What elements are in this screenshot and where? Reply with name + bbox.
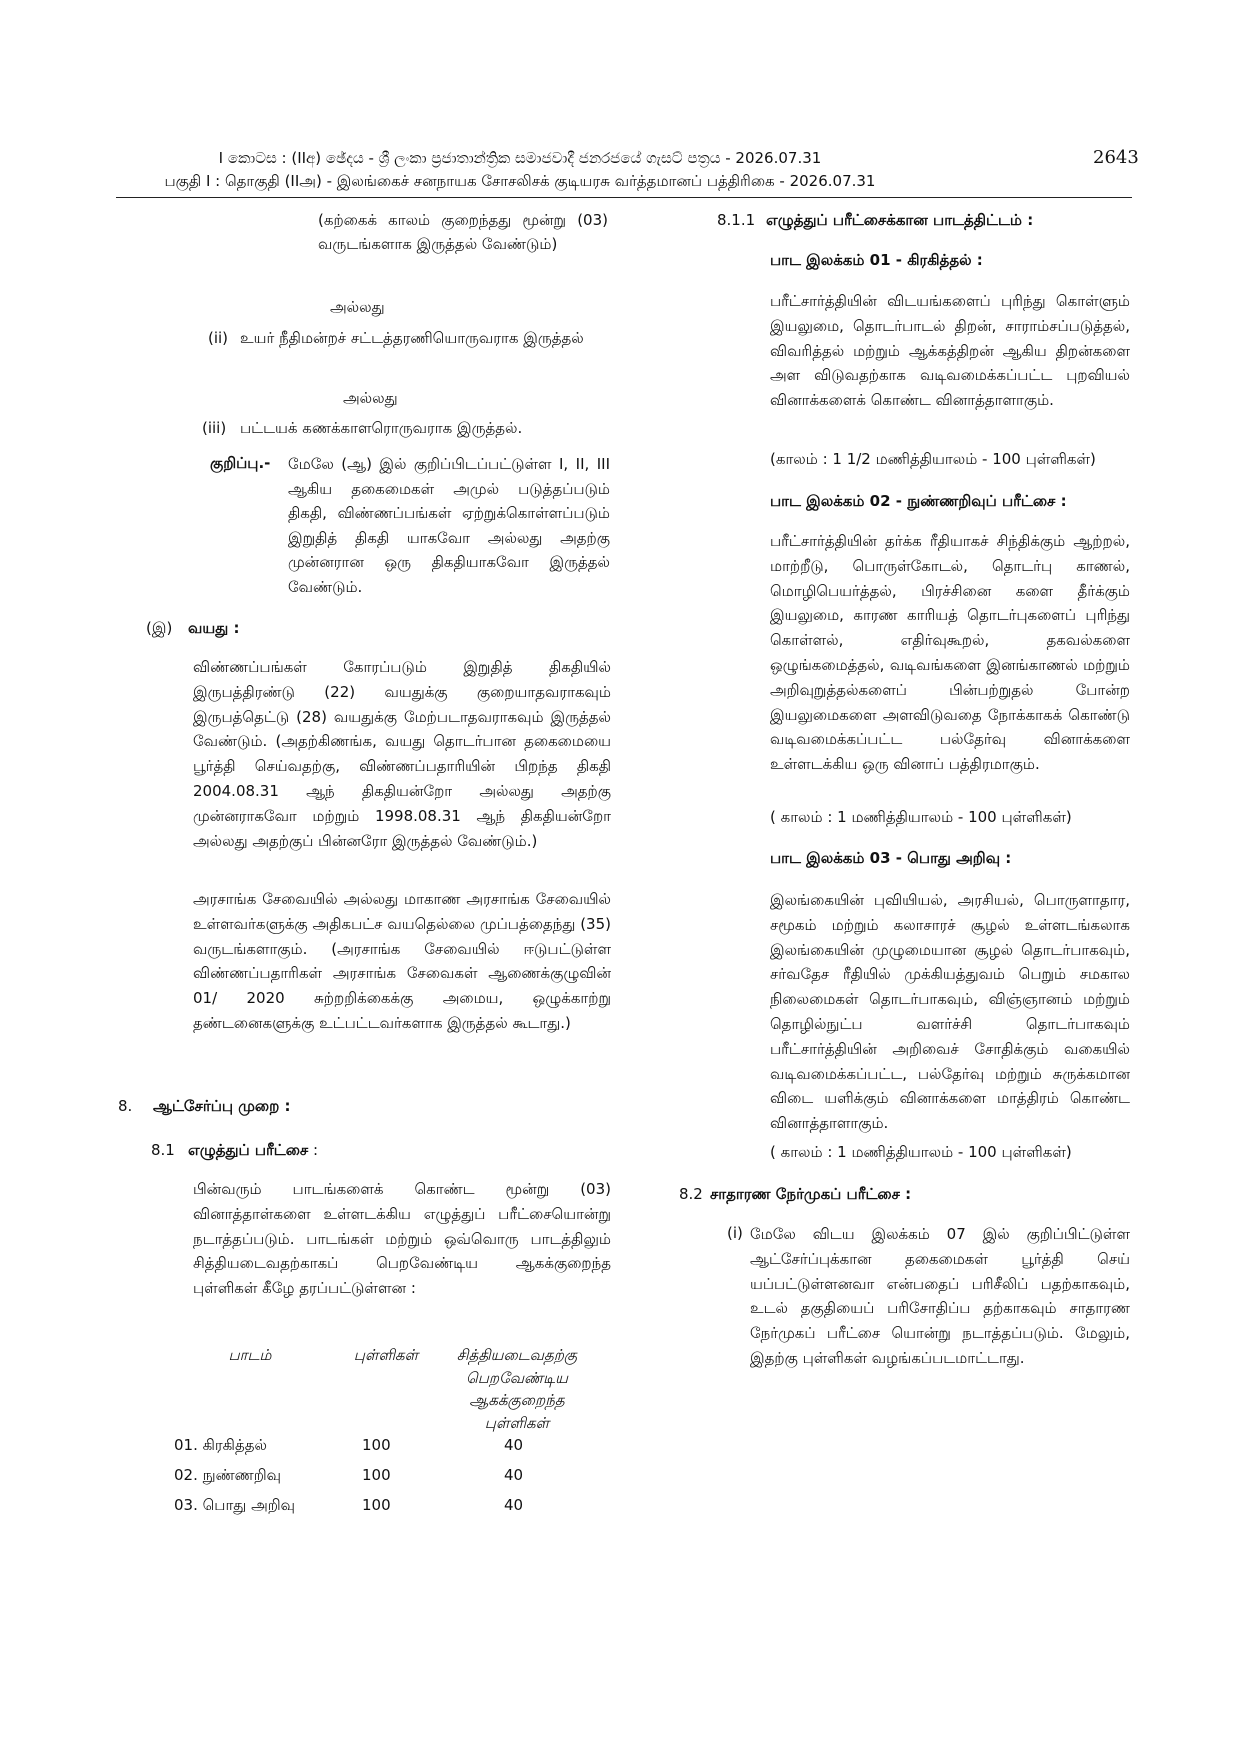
table-header-marks: புள்ளிகள் [353,1346,419,1364]
item-i-text: மேலே விடய இலக்கம் 07 இல் குறிப்பிட்டுள்ள ஆட்சேர்ப்புக்கான தகைமைகள் பூர்த்தி செய் யப்பட்டுள்ளனவா என்பதைப் பரிசீலிப் பதற்காகவும், உடல் தகுதியைப் பரிசோதிப்ப தற்காகவும் சாதாரண நேர்முகப் பரீட்சை யொன்று நடாத்தப்படும். மேலும், இதற்கு புள்ளிகள் வழங்கப்படமாட்டாது. [750,1225,1130,1367]
age-paragraph-1: விண்ணப்பங்கள் கோரப்படும் இறுதித் திகதியில் இருபத்திரண்டு (22) வயதுக்கு குறையாதவராகவும் இருபத்தெட்டு (28) வயதுக்கு மேற்படாதவராகவும் இருத்தல் வேண்டும். (அதற்கிணங்க, வயது தொடர்பான தகைமையை பூர்த்தி செய்வதற்கு, விண்ணப்பதாரியின் பிறந்த திகதி 2004.08.31 ஆந் திகதியன்றோ அல்லது அதற்கு முன்னராகவோ மற்றும் 1998.08.31 ஆந் திகதியன்றோ அல்லது அதற்குப் பின்னரோ இருத்தல் வேண்டும்.) [193,658,611,850]
table-header-subject: பாடம் [228,1346,272,1364]
table-row-3-pass: 40 [504,1496,524,1514]
item-ii-text: உயர் நீதிமன்றச் சட்டத்தரணியொருவராக இருத்தல் [240,329,584,347]
age-heading: வயது : [188,619,240,637]
table-row-3-marks: 100 [362,1496,391,1514]
age-paragraph-2: அரசாங்க சேவையில் அல்லது மாகாண அரசாங்க சேவையில் உள்ளவர்களுக்கு அதிகபட்ச வயதெல்லை முப்பத்தைந்து (35) வருடங்களாகும். (அரசாங்க சேவையில் ஈடுபட்டுள்ள விண்ணப்பதாரிகள் அரசாங்க சேவைகள் ஆணைக்குழுவின் 01/ 2020 சுற்றறிக்கைக்கு அமைய, ஒழுக்காற்று தண்டனைகளுக்கு உட்பட்டவர்களாக இருத்தல் கூடாது.) [193,890,611,1032]
subject-1-description: பரீட்சார்த்தியின் விடயங்களைப் புரிந்து கொள்ளும் இயலுமை, தொடர்பாடல் திறன், சாராம்சப்படுத்தல், விவரித்தல் மற்றும் ஆக்கத்திறன் ஆகிய திறன்களை அள விடுவதற்காக வடிவமைக்கப்பட்ட புறவியல் வினாக்களைக் கொண்ட வினாத்தாளாகும். [770,292,1130,410]
subject-1-duration: (காலம் : 1 1/2 மணித்தியாலம் - 100 புள்ளிகள்) [770,450,1096,468]
section-8-1-heading [188,1139,318,1161]
or-separator-1: அல்லது [330,298,385,316]
table-row-1-pass: 40 [504,1436,524,1454]
study-period-note: (கற்கைக் காலம் குறைந்தது மூன்று (03) வருடங்களாக இருத்தல் வேண்டும்) [318,211,608,253]
header-tamil-line: பகுதி I : தொகுதி (IIஅ) - இலங்கைச் சனநாயக சோசலிசக் குடியரசு வர்த்தமானப் பத்திரிகை - 2026.07.31 [164,172,876,190]
age-label: (இ) [146,619,173,637]
section-8-2-title: சாதாரண நேர்முகப் பரீட்சை : [710,1185,912,1203]
subject-2-title: பாட இலக்கம் 02 - நுண்ணறிவுப் பரீட்சை : [770,492,1067,510]
subject-3-title: பாட இலக்கம் 03 - பொது அறிவு : [770,849,1012,867]
table-row-1-subject: 01. கிரகித்தல் [174,1436,267,1454]
table-row-2-pass: 40 [504,1466,524,1484]
note-text: மேலே (ஆ) இல் குறிப்பிடப்பட்டுள்ள I, II, III ஆகிய தகைமைகள் அமுல் படுத்தப்படும் திகதி, விண்ணப்பங்கள் ஏற்றுக்கொள்ளப்படும் இறுதித் திகதி யாகவோ அல்லது அதற்கு முன்னரான ஒரு திகதியாகவோ இருத்தல் வேண்டும். [288,455,610,596]
table-row-2-marks: 100 [362,1466,391,1484]
item-iii-label: (iii) [202,419,227,437]
note-label: குறிப்பு.- [210,454,271,472]
section-8-1-1-number: 8.1.1 [717,211,756,229]
section-8-1-colon: : [308,1141,319,1159]
section-8-title: ஆட்சேர்ப்பு முறை : [153,1097,291,1115]
section-8-1-number: 8.1 [151,1141,175,1159]
item-i-label: (i) [727,1224,743,1242]
header-rule [116,197,1132,198]
table-row-2-subject: 02. நுண்ணறிவு [174,1466,282,1484]
subject-3-description: இலங்கையின் புவியியல், அரசியல், பொருளாதார, சமூகம் மற்றும் கலாசாரச் சூழல் உள்ளடங்கலாக இலங்கையின் முழுமையான சூழல் தொடர்பாகவும், சர்வதேச ரீதியில் முக்கியத்துவம் பெறும் சமகால நிலைமைகள் தொடர்பாகவும், விஞ்ஞானம் மற்றும் தொழில்நுட்ப வளர்ச்சி தொடர்பாகவும் பரீட்சார்த்தியின் அறிவைச் சோதிக்கும் வகையில் வடிவமைக்கப்பட்ட, பல்தேர்வு மற்றும் சுருக்கமான விடை யளிக்கும் வினாக்களை மாத்திரம் கொண்ட வினாத்தாளாகும். [770,891,1130,1133]
subject-2-duration: ( காலம் : 1 மணித்தியாலம் - 100 புள்ளிகள்) [770,808,1072,826]
table-row-1-marks: 100 [362,1436,391,1454]
section-8-1-paragraph: பின்வரும் பாடங்களைக் கொண்ட மூன்று (03) வினாத்தாள்களை உள்ளடக்கிய எழுத்துப் பரீட்சையொன்று நடாத்தப்படும். பாடங்கள் மற்றும் ஒவ்வொரு பாடத்திலும் சித்தியடைவதற்காகப் பெறவேண்டிய ஆகக்குறைந்த புள்ளிகள் கீழே தரப்பட்டுள்ளன : [193,1180,611,1298]
subject-2-description: பரீட்சார்த்தியின் தர்க்க ரீதியாகச் சிந்திக்கும் ஆற்றல், மாற்றீடு, பொருள்கோடல், தொடர்பு காணல், மொழிபெயர்த்தல், பிரச்சினை களை தீர்க்கும் இயலுமை, காரண காரியத் தொடர்புகளைப் புரிந்து கொள்ளல், எதிர்வுகூறல், தகவல்களை ஒழுங்கமைத்தல், வடிவங்களை இனங்காணல் மற்றும் அறிவுறுத்தல்களைப் பின்பற்றுதல் போன்ற இயலுமைகளை அளவிடுவதை நோக்காகக் கொண்டு வடிவமைக்கப்பட்ட பல்தேர்வு வினாக்களை உள்ளடக்கிய ஒரு வினாப் பத்திரமாகும். [770,532,1130,774]
table-header-pass-marks: சித்தியடைவதற்கு பெறவேண்டிய ஆகக்குறைந்த புள்ளிகள் [456,1346,578,1432]
section-8-2-number: 8.2 [679,1185,703,1203]
section-8-1-title: எழுத்துப் பரீட்சை [188,1141,309,1159]
section-8-1-1-title: எழுத்துப் பரீட்சைக்கான பாடத்திட்டம் : [766,211,1034,229]
subject-3-duration: ( காலம் : 1 மணித்தியாலம் - 100 புள்ளிகள்) [770,1143,1072,1161]
page-number: 2643 [1093,147,1139,168]
table-row-3-subject: 03. பொது அறிவு [174,1496,296,1514]
or-separator-2: அல்லது [343,389,398,407]
section-8-number: 8. [118,1097,133,1115]
item-iii-text: பட்டயக் கணக்காளரொருவராக இருத்தல். [240,419,523,437]
item-ii-label: (ii) [208,329,229,347]
subject-1-title: பாட இலக்கம் 01 - கிரகித்தல் : [770,251,983,269]
header-sinhala-line: I කොටස : (IIඅ) ඡේදය - ශ්‍රී ලංකා ප්‍රජාතාන්ත්‍රික සමාජවාදී ජනරජයේ ගැසට් පත්‍රය - 2026.07.31 [218,149,822,167]
